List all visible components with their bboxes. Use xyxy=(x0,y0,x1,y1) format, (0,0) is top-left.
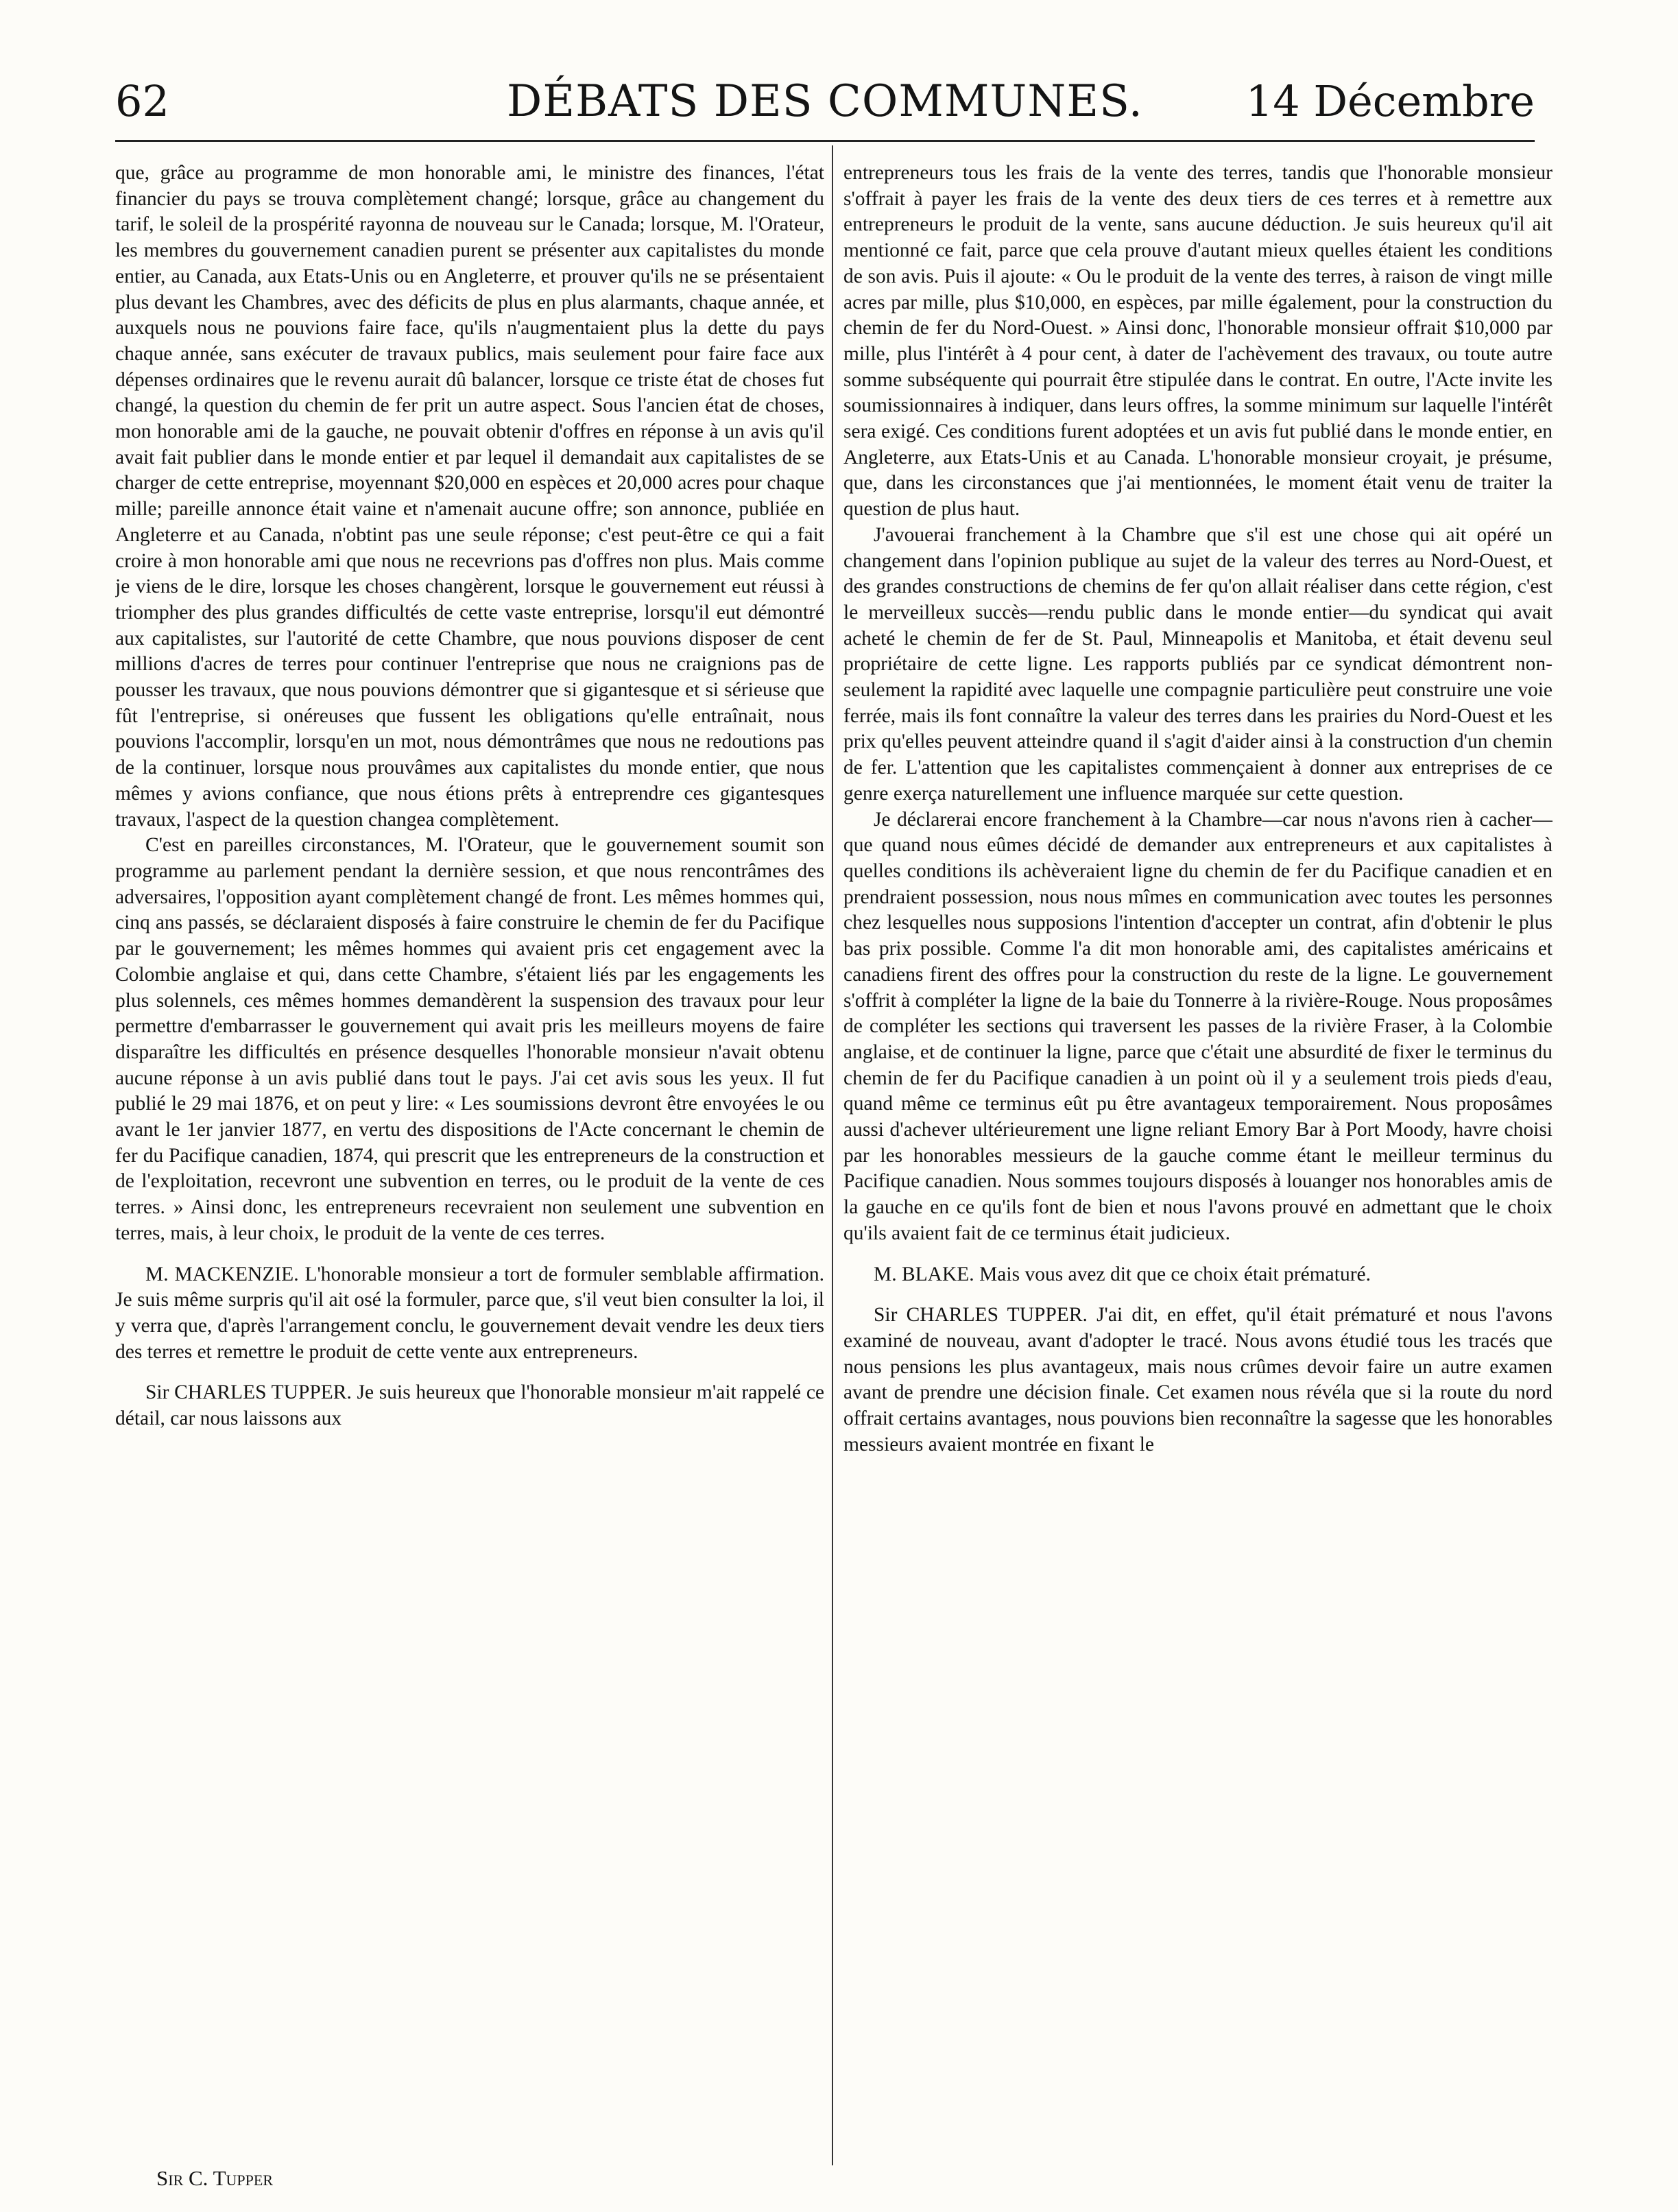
right-column xyxy=(843,160,1553,2163)
publication-title: DÉBATS DES COMMUNES. xyxy=(507,76,1143,127)
speech-mackenzie xyxy=(115,1262,824,1366)
speaker-name: M. BLAKE. xyxy=(874,1263,974,1285)
speaker-name: Sir CHARLES TUPPER. xyxy=(145,1381,352,1404)
speech-tupper xyxy=(843,1303,1553,1458)
paragraph: C'est en pareilles circonstances, M. l'Orateur, que le gouvernement soumit son programme au parlement pendant la dernière session, et que nous rencontrâmes des adversaires, l'opposition ayant complètement changé de front. Les mêmes hommes qui, cinq ans passés, se déclaraient disposés à faire construire le chemin de fer du Pacifique par le gouvernement; les mêmes hommes qui avaient pris cet engagement avec la Colombie anglaise et qui, dans cette Chambre, s'étaient liés par les engagements les plus solennels, ces mêmes hommes demandèrent la suspension des travaux pour leur permettre d'embarrasser le gouvernement qui avait pris les meilleurs moyens de faire disparaître les difficultés en présence desquelles l'honorable monsieur n'avait obtenu aucune réponse à un avis publié dans tout le pays. J'ai cet avis sous les yeux. Il fut publié le 29 mai 1876, et on peut y lire: « Les soumissions devront être envoyées le ou avant le 1er janvier 1877, en vertu des dispositions de l'Acte concernant le chemin de fer du Pacifique canadien, 1874, qui prescrit que les entrepreneurs de la construction et de l'exploitation, recevront une subvention en terres, ou le produit de la vente de ces terres. » Ainsi donc, les entrepreneurs recevraient non seulement une subvention en terres, mais, à leur choix, le produit de la vente de ces terres. xyxy=(115,834,824,1244)
speech-text: Je suis heureux que l'honorable monsieur m'ait rappelé ce détail, car nous laissons aux xyxy=(115,1381,824,1430)
speech-text: L'honorable monsieur a tort de formuler semblable affirmation. Je suis même surpris qu'il ait osé la formuler, parce que, s'il veut bien consulter la loi, il y verra que, d'après l'arrangement conclu, le gouvernement devait vendre les deux tiers des terres et remettre le produit de cette vente aux entrepreneurs. xyxy=(115,1263,824,1363)
running-footer: Sir C. Tupper xyxy=(156,2166,274,2190)
paragraph: entrepreneurs tous les frais de la vente des terres, tandis que l'honorable monsieur s'offrait à payer les frais de la vente des deux tiers de ces terres et à remettre aux entrepreneurs le produit de la vente, sans aucune déduction. Je suis heureux qu'il ait mentionné ce fait, parce que cela prouve d'autant mieux quelles étaient les conditions de son avis. Puis il ajoute: « Ou le produit de la vente des terres, à raison de vingt mille acres par mille, plus $10,000, en espèces, par mille également, pour la construction du chemin de fer du Nord-Ouest. » Ainsi donc, l'honorable monsieur offrait $10,000 par mille, plus l'intérêt à 4 pour cent, à dater de l'achèvement des travaux, ou toute autre somme subséquente qui pourrait être stipulée dans le contrat. En outre, l'Acte invite les soumissionnaires à indiquer, dans leurs offres, la somme minimum sur laquelle l'intérêt sera exigé. Ces conditions furent adoptées et un avis fut publié dans le monde entier, en Angleterre, aux Etats-Unis et au Canada. L'honorable monsieur croyait, je présume, que, dans les circonstances que j'ai mentionnées, le moment était venu de traiter la question de plus haut. xyxy=(843,162,1553,521)
header-rule xyxy=(115,140,1535,142)
left-column xyxy=(115,160,824,2163)
speaker-name: Sir CHARLES TUPPER. xyxy=(874,1304,1088,1327)
page-date: 14 Décembre xyxy=(1245,76,1535,126)
page-header xyxy=(115,69,1535,134)
paragraph: J'avouerai franchement à la Chambre que s'il est une chose qui ait opéré un changement dans l'opinion publique au sujet de la valeur des terres au Nord-Ouest, et des grandes constructions de chemins de fer qu'on allait réaliser dans cette région, c'est le merveilleux succès—rendu public dans le monde entier—du syndicat qui avait acheté le chemin de fer de St. Paul, Minneapolis et Manitoba, et était devenu seul propriétaire de cette ligne. Les rapports publiés par ce syndicat démontrent non-seulement la rapidité avec laquelle une compagnie particulière peut construire une voie ferrée, mais ils font connaître la valeur des terres dans les prairies du Nord-Ouest et les prix qu'elles peuvent atteindre quand il s'agit d'aider ainsi à la construction d'un chemin de fer. L'attention que les capitalistes commençaient à donner aux entreprises de ce genre exerça naturellement une influence marquée sur cette question. xyxy=(843,523,1553,805)
speaker-name: M. MACKENZIE. xyxy=(145,1263,299,1285)
speech-text: Mais vous avez dit que ce choix était prématuré. xyxy=(979,1263,1371,1285)
column-divider xyxy=(832,145,833,2165)
speech-text: J'ai dit, en effet, qu'il était prématuré et nous l'avons examiné de nouveau, avant d'adopter le tracé. Nous avons étudié tous les tracés que nous pensions les plus avantageux, mais nous crûmes devoir faire un autre examen avant de prendre une décision finale. Cet examen nous révéla que si la route du nord offrait certains avantages, nous pouvions bien reconnaître la sagesse que les honorables messieurs avaient montrée en fixant le xyxy=(843,1304,1553,1455)
page-number: 62 xyxy=(115,76,169,126)
speech-blake xyxy=(843,1262,1553,1288)
paragraph: Je déclarerai encore franchement à la Chambre—car nous n'avons rien à cacher—que quand nous eûmes décidé de demander aux entrepreneurs et aux capitalistes à quelles conditions ils achèveraient ligne du chemin de fer du Pacifique canadien et en prendraient possession, nous nous mîmes en communication avec toutes les personnes chez lesquelles nous supposions l'intention d'accepter un contrat, afin d'obtenir le plus bas prix possible. Comme l'a dit mon honorable ami, des capitalistes américains et canadiens firent des offres pour la construction du reste de la ligne. Le gouvernement s'offrit à compléter la ligne de la baie du Tonnerre à la rivière-Rouge. Nous proposâmes de compléter les sections qui traversent les passes de la rivière Fraser, à la Colombie anglaise, et de continuer la ligne, parce que c'était une absurdité de fixer le terminus du chemin de fer du Pacifique canadien à un point où il y a seulement trois pieds d'eau, quand même ce terminus eût pu être avantageux temporairement. Nous proposâmes aussi d'achever ultérieurement une ligne reliant Emory Bar à Port Moody, havre choisi par les honorables messieurs de la gauche comme étant le meilleur terminus du Pacifique canadien. Nous sommes toujours disposés à louanger nos honorables amis de la gauche en ce qu'ils font de bien et nous l'avons prouvé en admettant que le choix qu'ils avaient fait de ce terminus était judicieux. xyxy=(843,808,1553,1244)
paragraph: que, grâce au programme de mon honorable ami, le ministre des finances, l'état financier du pays se trouva complètement changé; lorsque, grâce au changement du tarif, le soleil de la prospérité rayonna de nouveau sur le Canada; lorsque, M. l'Orateur, les membres du gouvernement canadien purent se présenter aux capitalistes du monde entier, au Canada, aux Etats-Unis ou en Angleterre, et prouver qu'ils ne se présentaient plus devant les Chambres, avec des déficits de plus en plus alarmants, chaque année, et auxquels nous ne pouvions faire face, qu'ils n'augmentaient plus la dette du pays chaque année, sans exécuter de travaux publics, mais seulement pour faire face aux dépenses ordinaires que le revenu aurait dû balancer, lorsque ce triste état de choses fut changé, la question du chemin de fer prit un autre aspect. Sous l'ancien état de choses, mon honorable ami de la gauche, ne pouvait obtenir d'offres en réponse à un avis qu'il avait fait publier dans le monde entier et par lequel il demandait aux capitalistes de se charger de cette entreprise, moyennant $20,000 en espèces et 20,000 acres pour chaque mille; pareille annonce était vaine et n'amenait aucune offre; son annonce, publiée en Angleterre et au Canada, n'obtint pas une seule réponse; c'est peut-être ce qui a fait croire à mon honorable ami que nous ne recevrions pas d'offres non plus. Mais comme je viens de le dire, lorsque les choses changèrent, lorsque le gouvernement eut réussi à triompher des plus grandes difficultés de cette vaste entreprise, lorsqu'il eut démontré aux capitalistes, sur l'autorité de cette Chambre, que nous pouvions disposer de cent millions d'acres de terres pour continuer l'entreprise que nous ne craignions pas de pousser les travaux, que nous pouvions démontrer que si gigantesque et si sérieuse que fût l'entreprise, si onéreuses que fussent les obligations qu'elle entraînait, nous pouvions l'accomplir, lorsqu'en un mot, nous démontrâmes que nous ne redoutions pas de la continuer, lorsque nous prouvâmes aux capitalistes du monde entier, que nous mêmes y avions confiance, que nous étions prêts à entreprendre ces gigantesques travaux, l'aspect de la question changea complètement. xyxy=(115,162,824,831)
speech-tupper xyxy=(115,1380,824,1431)
